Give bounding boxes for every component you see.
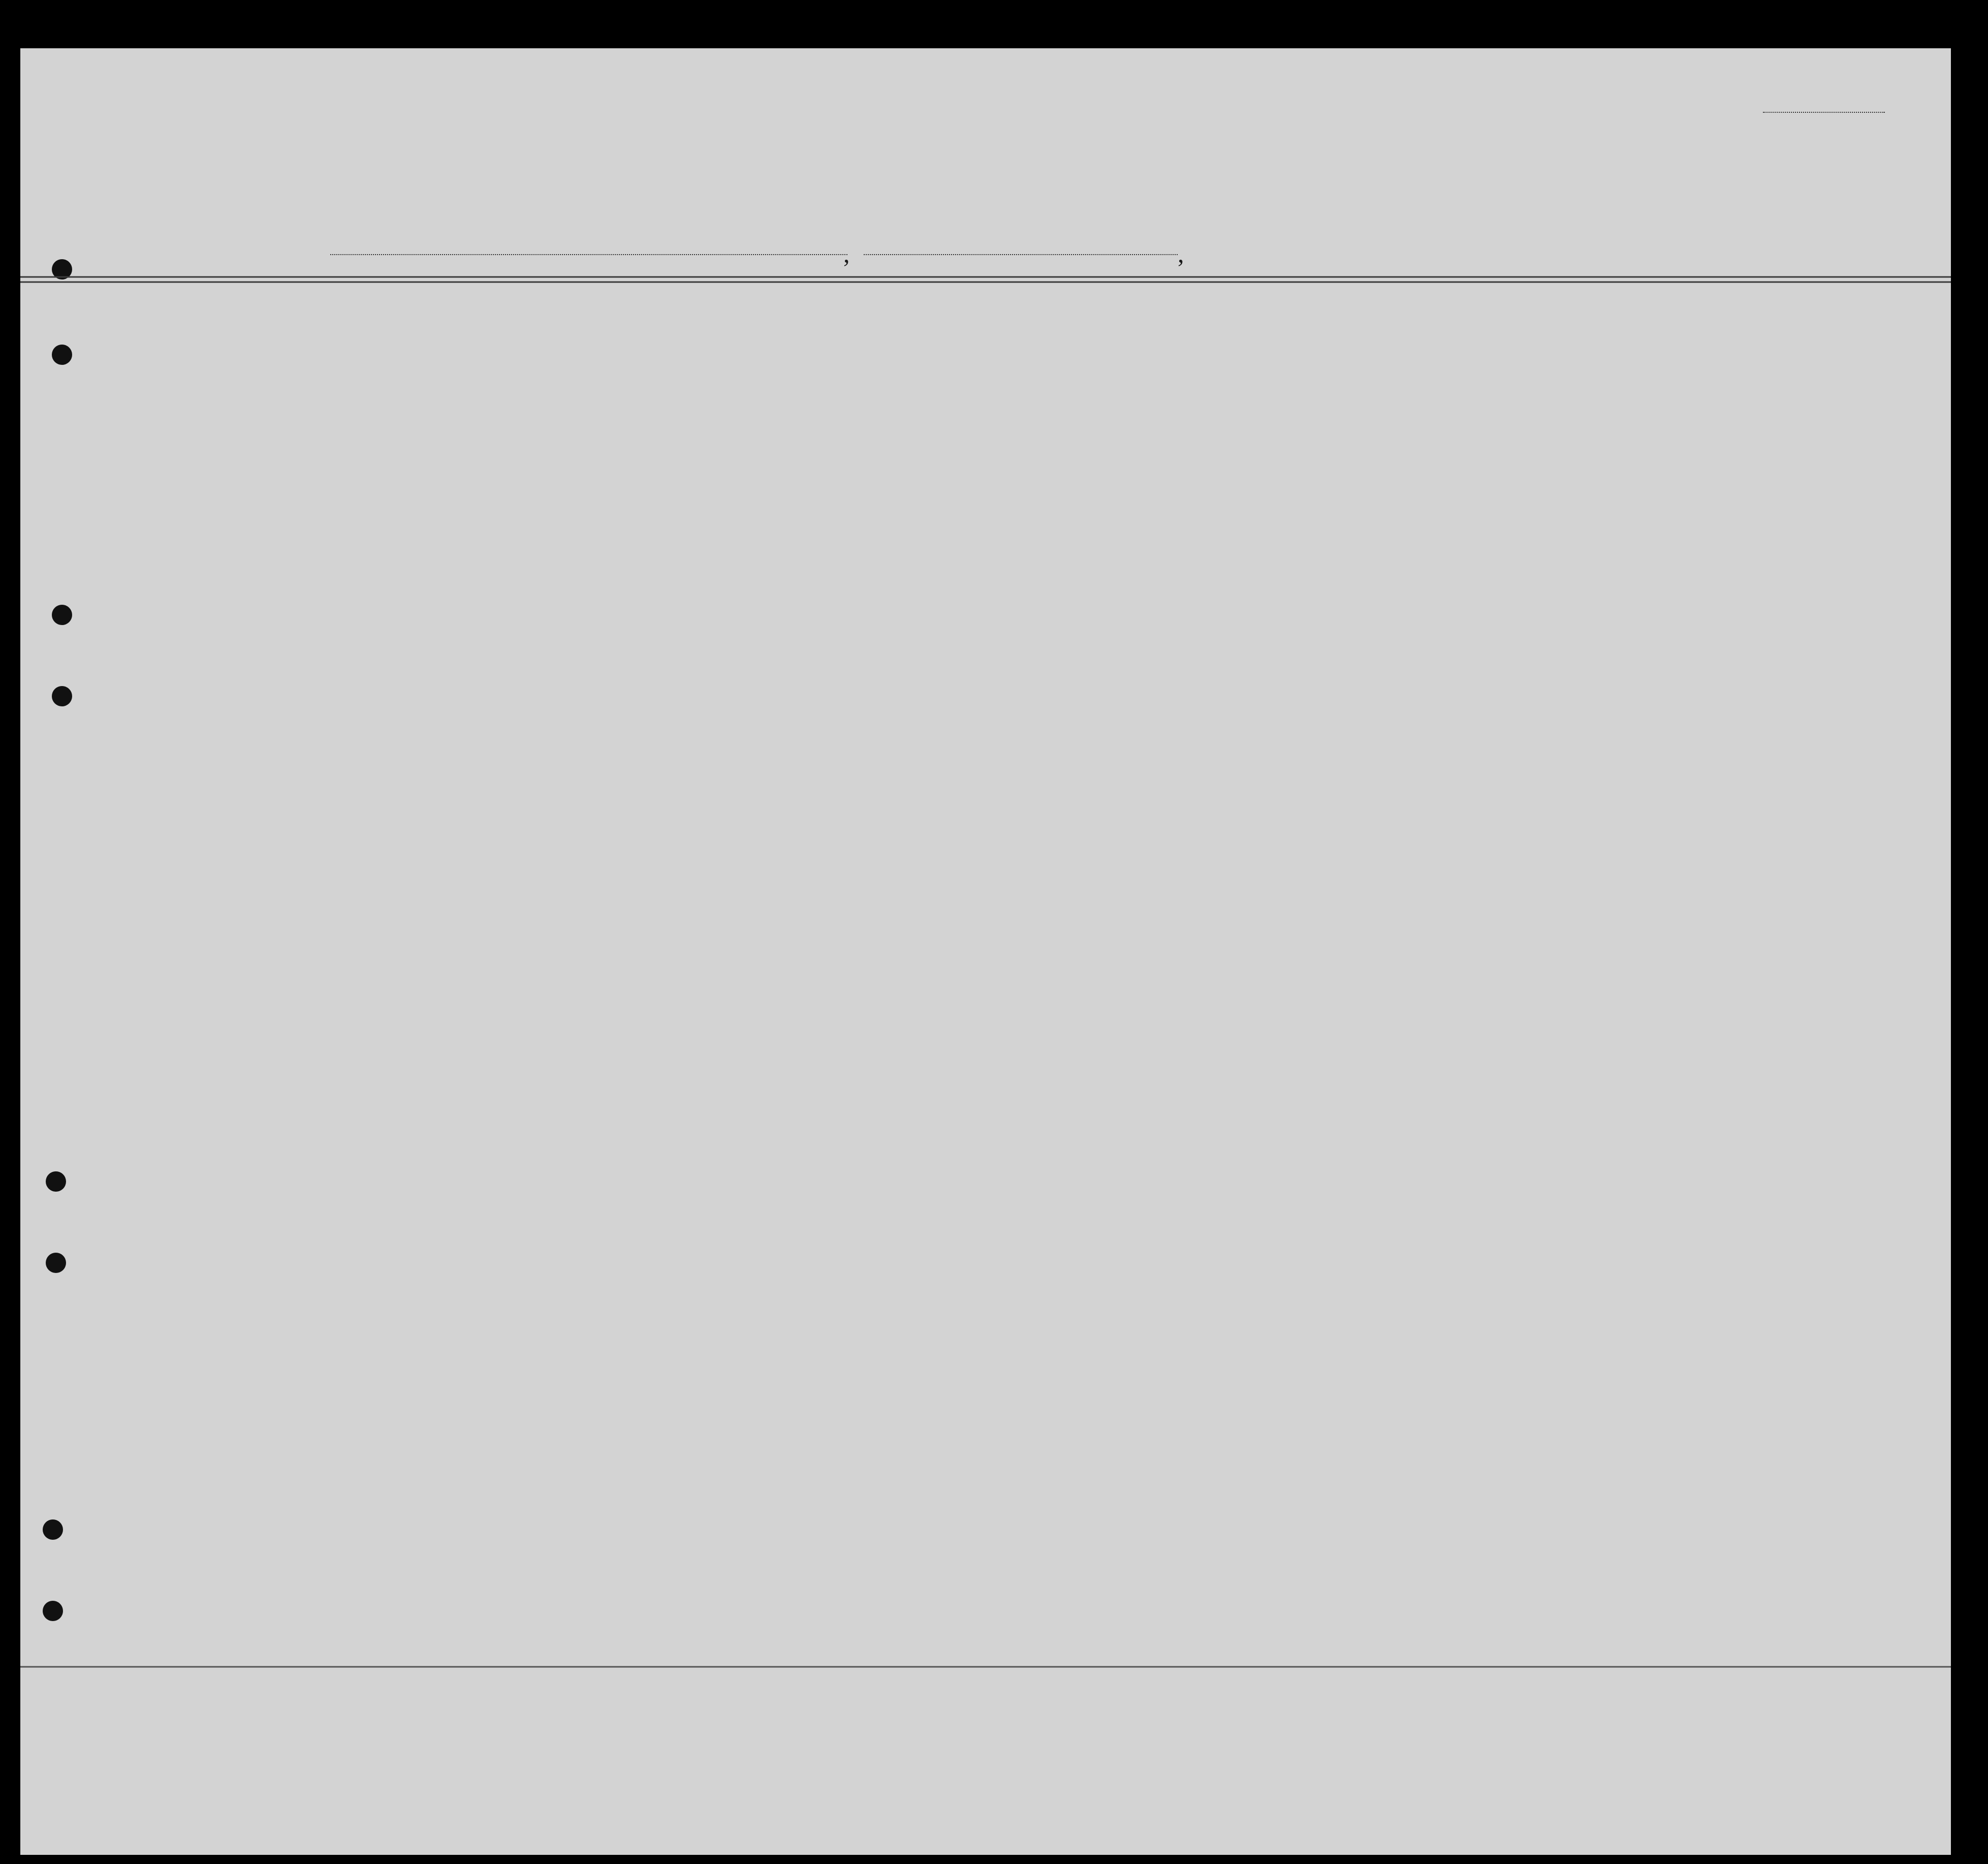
comma: , [843,239,850,268]
comma: , [1178,239,1184,268]
